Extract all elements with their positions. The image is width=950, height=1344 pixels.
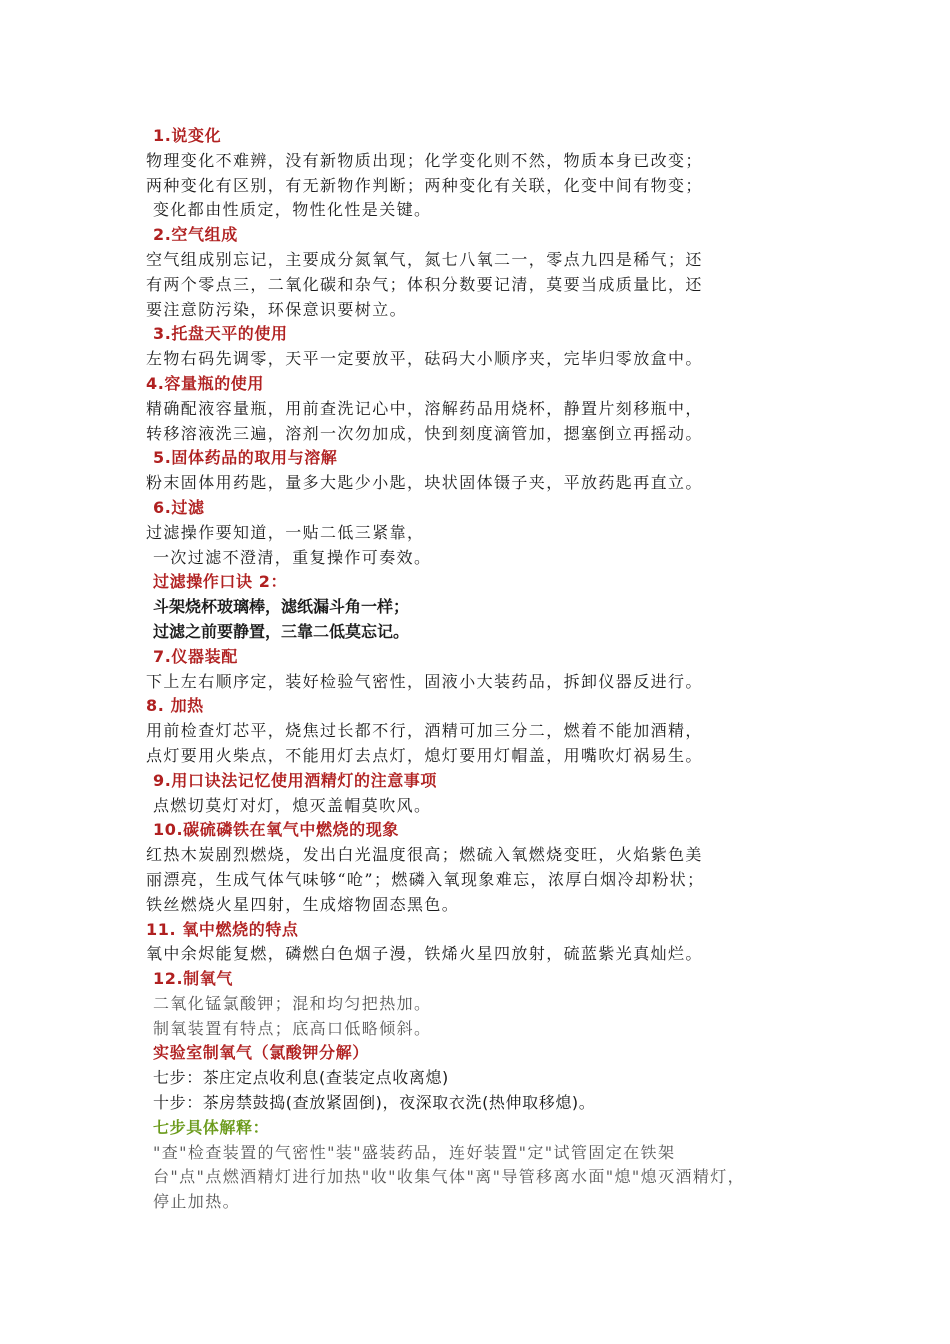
text-line: 变化都由性质定，物性化性是关键。 (153, 200, 432, 220)
heading-4: 4.容量瓶的使用 (146, 373, 265, 393)
text-line: 左物右码先调零，天平一定要放平，砝码大小顺序夹，完毕归零放盒中。 (146, 349, 703, 369)
heading-10: 10.碳硫磷铁在氧气中燃烧的现象 (153, 820, 399, 840)
text-line: 两种变化有区别，有无新物作判断；两种变化有关联，化变中间有物变； (146, 175, 703, 195)
heading-3: 3.托盘天平的使用 (153, 324, 288, 344)
text-line: 粉末固体用药匙，量多大匙少小匙，块状固体镊子夹，平放药匙再直立。 (146, 473, 703, 493)
text-line: 制氧装置有特点；底高口低略倾斜。 (153, 1018, 432, 1038)
text-line: 过滤之前要静置，三靠二低莫忘记。 (153, 621, 410, 641)
heading-2: 2.空气组成 (153, 225, 238, 245)
text-line: 铁丝燃烧火星四射，生成熔物固态黑色。 (146, 894, 460, 914)
document-body (146, 124, 806, 1215)
heading-1: 1.说变化 (153, 126, 222, 145)
text-line: 氧中余烬能复燃，磷燃白色烟子漫，铁烯火星四放射，硫蓝紫光真灿烂。 (146, 944, 703, 964)
text-line: 过滤操作要知道，一贴二低三紧靠， (146, 522, 425, 542)
text-line: 斗架烧杯玻璃棒，滤纸漏斗角一样； (153, 597, 410, 617)
text-line: 精确配液容量瓶，用前查洗记心中，溶解药品用烧杯，静置片刻移瓶中， (146, 398, 703, 418)
text-line: 七步：茶庄定点收利息(查装定点收离熄) (153, 1068, 449, 1088)
text-line: 丽漂亮，生成气体气味够“呛”；燃磷入氧现象难忘，浓厚白烟冷却粉状； (146, 869, 705, 889)
text-line: 用前检查灯芯平，烧焦过长都不行，酒精可加三分二，燃着不能加酒精， (146, 721, 703, 741)
heading-seven-steps: 七步具体解释： (153, 1117, 270, 1137)
text-line: 物理变化不难辨，没有新物质出现；化学变化则不然，物质本身已改变； (146, 150, 703, 170)
heading-5: 5.固体药品的取用与溶解 (153, 448, 338, 468)
text-line: 有两个零点三，二氧化碳和杂气；体积分数要记清，莫要当成质量比，还 (146, 274, 703, 294)
heading-6: 6.过滤 (153, 497, 205, 517)
heading-9: 9.用口诀法记忆使用酒精灯的注意事项 (153, 770, 438, 790)
text-line: 点灯要用火柴点，不能用灯去点灯，熄灯要用灯帽盖，用嘴吹灯祸易生。 (146, 745, 703, 765)
text-line: 转移溶液洗三遍，溶剂一次勿加成，快到刻度滴管加，摁塞倒立再摇动。 (146, 423, 703, 443)
heading-12: 12.制氧气 (153, 969, 233, 989)
text-line: 红热木炭剧烈燃烧，发出白光温度很高；燃硫入氧燃烧变旺，火焰紫色美 (146, 845, 703, 865)
text-line: 下上左右顺序定，装好检验气密性，固液小大装药品，拆卸仪器反进行。 (146, 671, 703, 691)
text-line: 要注意防污染，环保意识要树立。 (146, 299, 408, 319)
text-line: 台"点"点燃酒精灯进行加热"收"收集气体"离"导管移离水面"熄"熄灭酒精灯， (153, 1167, 746, 1187)
heading-11: 11. 氧中燃烧的特点 (146, 919, 299, 939)
heading-filter-mnemonic: 过滤操作口诀 2： (153, 572, 288, 592)
text-line: "查"检查装置的气密性"装"盛装药品，连好装置"定"试管固定在铁架 (153, 1142, 676, 1162)
heading-8: 8. 加热 (146, 696, 204, 716)
heading-lab-oxygen: 实验室制氧气（氯酸钾分解） (153, 1043, 369, 1063)
text-line: 十步：茶房禁鼓捣(查放紧固倒)，夜深取衣洗(热伸取移熄)。 (153, 1093, 596, 1113)
heading-7: 7.仪器装配 (153, 646, 238, 666)
text-line: 二氧化锰氯酸钾；混和均匀把热加。 (153, 993, 432, 1013)
text-line: 点燃切莫灯对灯，熄灭盖帽莫吹风。 (153, 795, 432, 815)
text-line: 空气组成别忘记，主要成分氮氧气，氮七八氧二一，零点九四是稀气；还 (146, 249, 703, 269)
text-line: 停止加热。 (153, 1192, 241, 1212)
text-line: 一次过滤不澄清，重复操作可奏效。 (153, 547, 432, 567)
